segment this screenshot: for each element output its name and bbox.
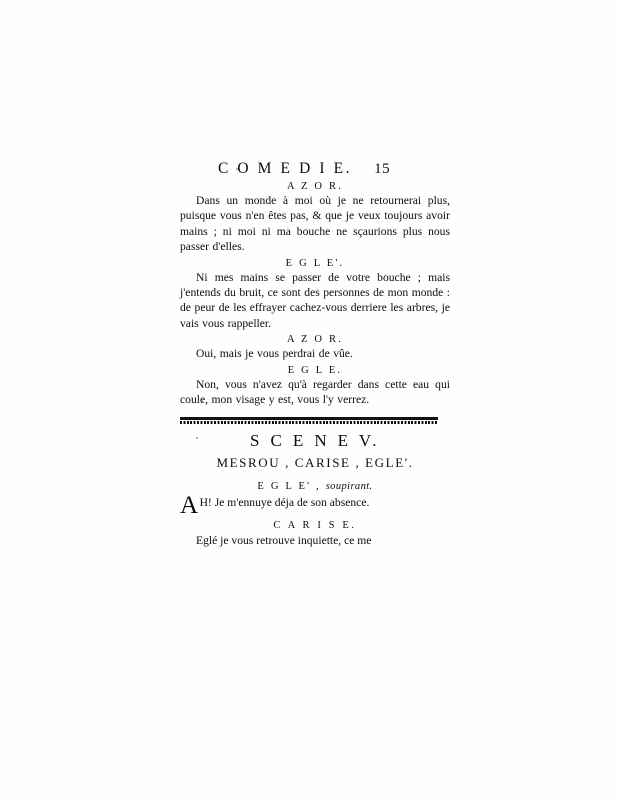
page-number: 15 bbox=[374, 161, 391, 177]
speaker-name: A Z O R. bbox=[286, 334, 344, 346]
speech-text: Oui, mais je vous perdrai de vûe. bbox=[196, 347, 353, 361]
drop-capital: A bbox=[180, 492, 199, 520]
stage-speaker-name: E G L E' , bbox=[257, 481, 321, 493]
page-header bbox=[180, 160, 450, 178]
speaker-name: E G L E. bbox=[287, 364, 343, 376]
speech-text: Ni mes mains se passer de votre bouche ; mais j'entends du bruit, ce sont des personnes de mon monde : de peur de les effrayer cachez-vous derriere les arbres, je vais vous rappeller. bbox=[180, 270, 450, 330]
scene-heading: S C E N E V. bbox=[250, 431, 380, 451]
stage-speaker bbox=[180, 481, 450, 492]
speaker-name: C A R I S E. bbox=[273, 520, 357, 532]
speaker-name: A Z O R. bbox=[286, 181, 344, 192]
ornamental-divider bbox=[180, 417, 438, 424]
speech-text: Dans un monde à moi où je ne retournerai plus, puisque vous n'en êtes pas, & que je veux toujours avoir mains ; ni moi ni ma bouche ne sçaurions plus nous passer d'elles. bbox=[180, 194, 450, 254]
speech-text-dropcap bbox=[180, 492, 450, 520]
scene-cast-list: MESROU , CARISE , EGLE'. bbox=[216, 455, 414, 471]
running-title: C O M E D I E. bbox=[218, 160, 353, 177]
text-column bbox=[180, 160, 450, 549]
speech-text: Non, vous n'avez qu'à regarder dans cette eau qui coule, mon visage y est, vous l'y verrez. bbox=[180, 377, 450, 407]
speaker-name: E G L E'. bbox=[285, 257, 345, 269]
first-line-text: H! Je m'ennuye déja de son absence. bbox=[199, 496, 370, 510]
speech-text: Eglé je vous retrouve inquiette, ce me bbox=[196, 534, 372, 548]
stage-direction: soupirant. bbox=[325, 481, 373, 493]
